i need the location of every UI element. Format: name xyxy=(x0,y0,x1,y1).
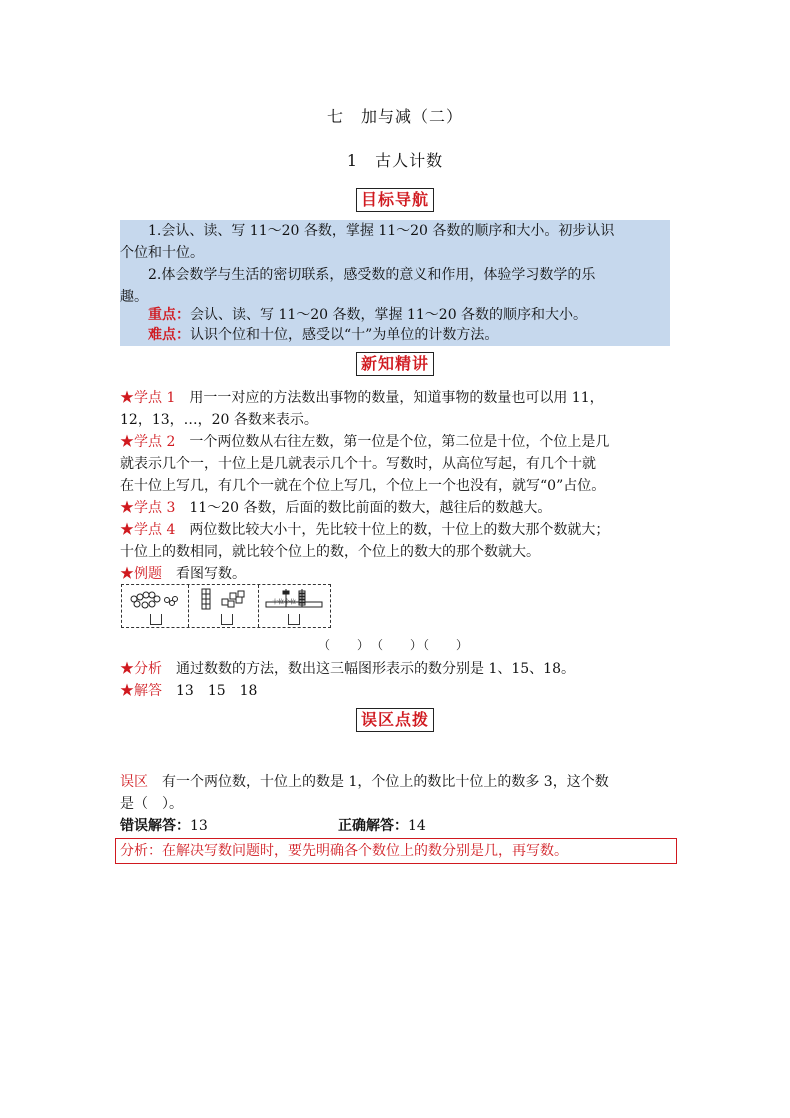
goal-item-1-line-1: 1.会认、读、写 11～20 各数，掌握 11～20 各数的顺序和大小。初步认识 xyxy=(148,223,615,239)
point-4-line-1 xyxy=(120,519,609,541)
analysis-text: 通过数数的方法，数出这三幅图形表示的数分别是 1、15、18。 xyxy=(176,661,575,677)
point-2-text: 一个两位数从右往左数，第一位是个位，第二位是十位，个位上是几 xyxy=(189,434,610,450)
goals-heading: 目标导航 xyxy=(356,188,434,212)
abacus-place-labels: 十位个位 xyxy=(272,599,297,606)
wrong-answer xyxy=(120,815,208,837)
analysis-line xyxy=(120,658,575,680)
mistake-analysis-box xyxy=(115,838,677,864)
point-4-line-2: 十位上的数相同，就比较个位上的数，个位上的数大的那个数就大。 xyxy=(120,544,540,560)
wrong-answer-value: 13 xyxy=(190,818,208,834)
figure-1-answer-box xyxy=(150,614,162,625)
goal-item-2-line-1: 2.体会数学与生活的密切联系，感受数的意义和作用，体验学习数学的乐 xyxy=(148,267,596,283)
figure-caption: （ ） （ ）（ ） xyxy=(318,638,470,652)
point-3-text: 11～20 各数，后面的数比前面的数大，越往后的数越大。 xyxy=(189,500,552,516)
goals-box xyxy=(120,220,670,346)
figure-3-answer-box xyxy=(288,614,300,625)
example-text: 看图写数。 xyxy=(176,566,246,582)
correct-answer-label: 正确解答： xyxy=(338,818,408,834)
correct-answer-value: 14 xyxy=(408,818,426,834)
point-4-text: 两位数比较大小十，先比较十位上的数，十位上的数大那个数就大； xyxy=(189,522,610,538)
goal-key-point xyxy=(148,304,587,326)
answer-label: ★解答 xyxy=(120,683,162,699)
figure-abacus xyxy=(258,585,330,627)
difficult-point-label: 难点： xyxy=(148,327,190,343)
answer-text: 13 15 18 xyxy=(176,683,258,699)
mistake-question-line-1 xyxy=(120,771,609,793)
point-1-line-2: 12，13，…，20 各数来表示。 xyxy=(120,412,318,428)
correct-answer xyxy=(338,815,426,837)
wrong-answer-label: 错误解答： xyxy=(120,818,190,834)
mistake-question-text: 有一个两位数，十位上的数是 1，个位上的数比十位上的数多 3，这个数 xyxy=(162,774,609,790)
example-label: ★例题 xyxy=(120,566,162,582)
lesson-title: 1 古人计数 xyxy=(346,151,444,170)
goal-item-1-line-2: 个位和十位。 xyxy=(120,245,204,261)
example-figure xyxy=(121,584,331,628)
key-point-label: 重点： xyxy=(148,307,190,323)
key-point-text: 会认、读、写 11～20 各数，掌握 11～20 各数的顺序和大小。 xyxy=(190,307,588,323)
example-line xyxy=(120,563,246,585)
analysis-label: ★分析 xyxy=(120,661,162,677)
point-2-line-2: 就表示几个一，十位上是几就表示几个十。写数时，从高位写起，有几个十就 xyxy=(120,456,596,472)
mistake-label: 误区 xyxy=(120,774,148,790)
point-1-label: ★学点 1 xyxy=(120,390,176,406)
point-2-line-3: 在十位上写几，有几个一就在个位上写几，个位上一个也没有，就写“0”占位。 xyxy=(120,478,606,494)
point-3-label: ★学点 3 xyxy=(120,500,176,516)
mistake-analysis-text: 分析：在解决写数问题时，要先明确各个数位上的数分别是几，再写数。 xyxy=(120,843,568,859)
point-3-line-1 xyxy=(120,497,551,519)
point-1-line-1 xyxy=(120,387,604,409)
chapter-title: 七 加与减（二） xyxy=(326,107,463,126)
point-2-label: ★学点 2 xyxy=(120,434,176,450)
figure-loose-items xyxy=(122,585,188,627)
answer-line xyxy=(120,680,257,702)
mistake-question-line-2: 是（ ）。 xyxy=(120,796,183,812)
figure-bundle-items xyxy=(188,585,258,627)
difficult-point-text: 认识个位和十位，感受以“十”为单位的计数方法。 xyxy=(190,327,499,343)
goal-item-2-line-2: 趣。 xyxy=(120,289,148,305)
point-2-line-1 xyxy=(120,431,609,453)
figure-2-answer-box xyxy=(221,614,233,625)
new-knowledge-heading: 新知精讲 xyxy=(356,352,434,376)
mistakes-heading: 误区点拨 xyxy=(356,708,434,732)
goal-difficult-point xyxy=(148,324,498,346)
point-1-text: 用一一对应的方法数出事物的数量，知道事物的数量也可以用 11， xyxy=(189,390,604,406)
point-4-label: ★学点 4 xyxy=(120,522,176,538)
